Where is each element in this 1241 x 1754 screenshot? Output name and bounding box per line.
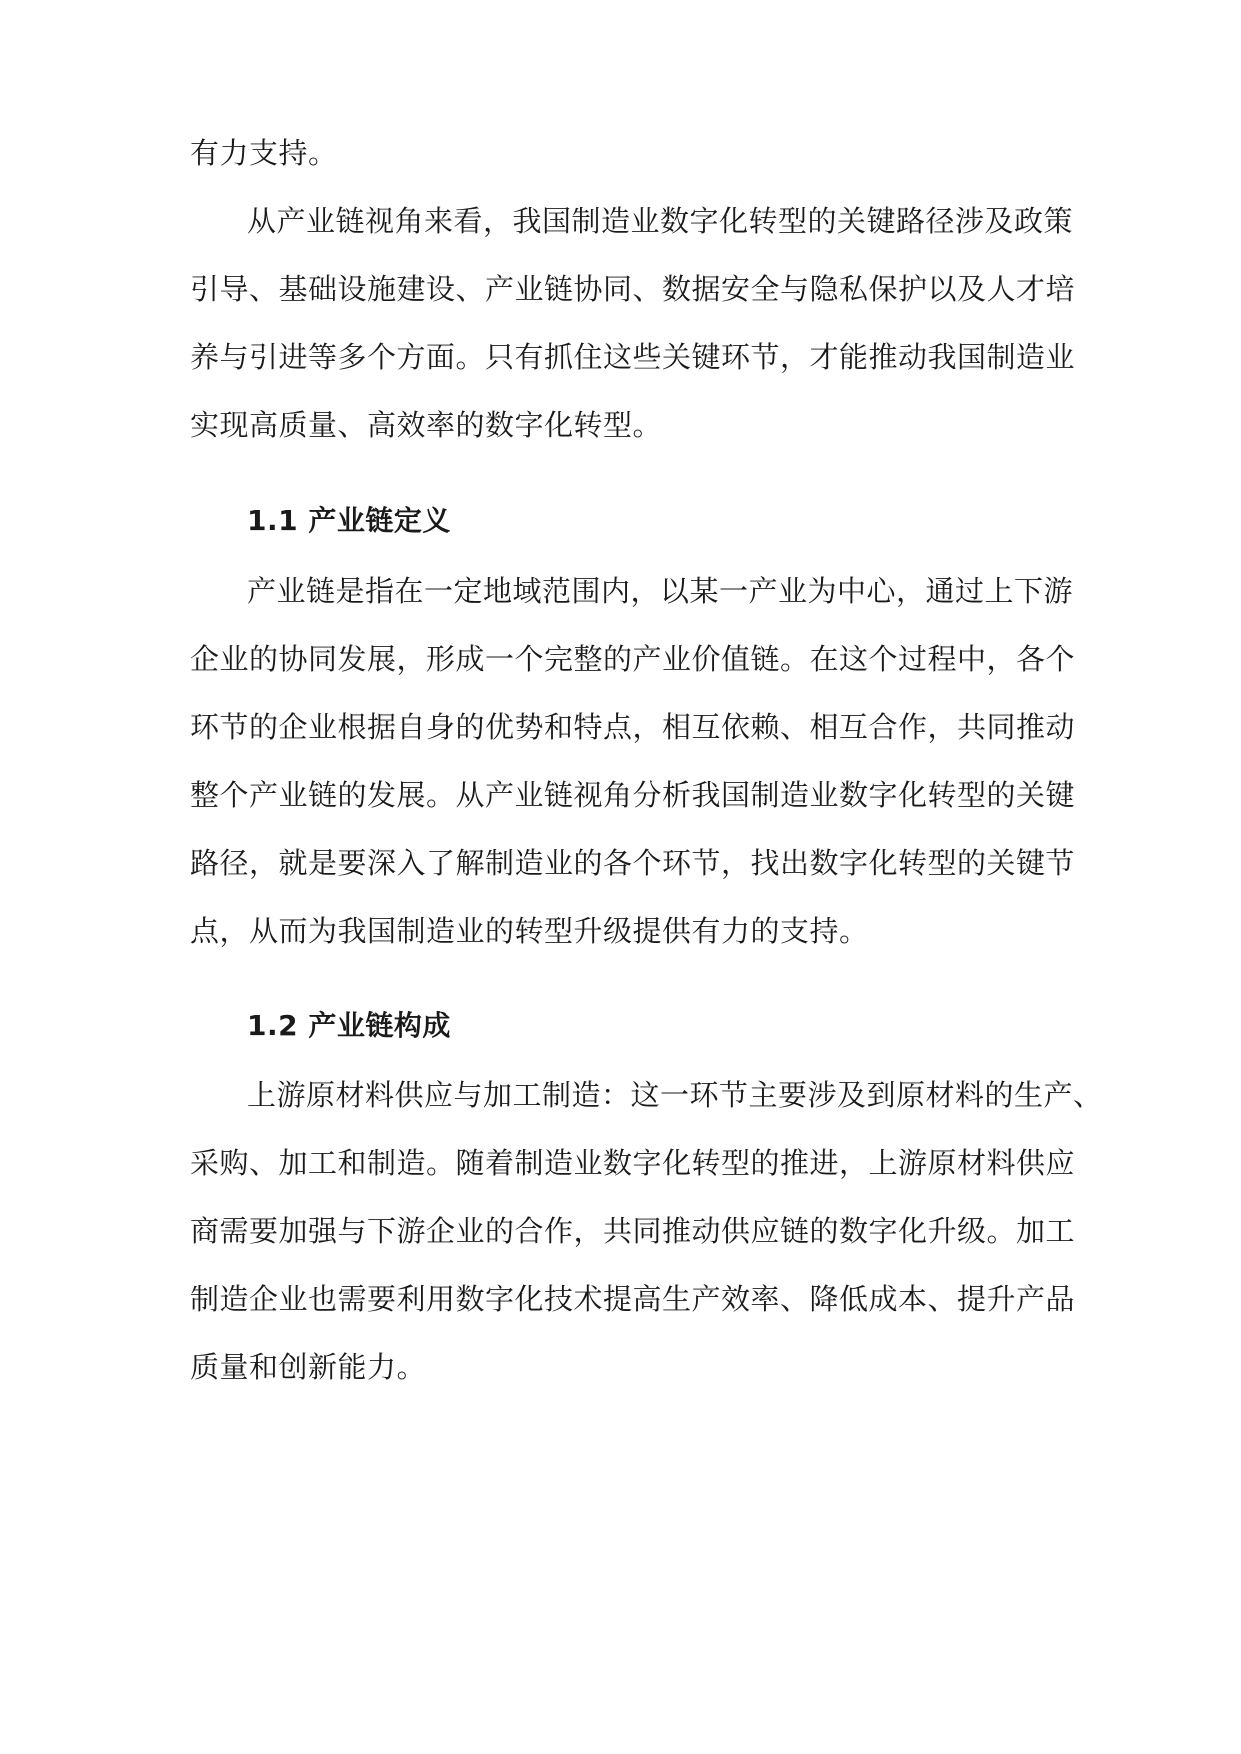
- paragraph-line: 采购、加工和制造。随着制造业数字化转型的推进，上游原材料供应: [190, 1146, 1076, 1180]
- paragraph-line: 有力支持。: [190, 136, 338, 170]
- paragraph-line: 实现高质量、高效率的数字化转型。: [190, 408, 663, 442]
- paragraph-line: 从产业链视角来看，我国制造业数字化转型的关键路径涉及政策: [247, 204, 1074, 238]
- paragraph-line: 养与引进等多个方面。只有抓住这些关键环节，才能推动我国制造业: [190, 340, 1076, 374]
- paragraph-line: 制造企业也需要利用数字化技术提高生产效率、降低成本、提升产品: [190, 1282, 1076, 1316]
- section-heading: 1.1 产业链定义: [247, 504, 451, 537]
- paragraph-line: 点，从而为我国制造业的转型升级提供有力的支持。: [190, 914, 869, 948]
- section-heading: 1.2 产业链构成: [247, 1009, 451, 1042]
- paragraph-line: 路径，就是要深入了解制造业的各个环节，找出数字化转型的关键节: [190, 846, 1076, 880]
- paragraph-line: 整个产业链的发展。从产业链视角分析我国制造业数字化转型的关键: [190, 778, 1076, 812]
- paragraph-line: 质量和创新能力。: [190, 1350, 427, 1384]
- paragraph-line: 引导、基础设施建设、产业链协同、数据安全与隐私保护以及人才培: [190, 272, 1076, 306]
- paragraph-line: 产业链是指在一定地域范围内，以某一产业为中心，通过上下游: [247, 574, 1074, 608]
- paragraph-line: 上游原材料供应与加工制造：这一环节主要涉及到原材料的生产、: [247, 1078, 1103, 1112]
- paragraph-line: 企业的协同发展，形成一个完整的产业价值链。在这个过程中，各个: [190, 642, 1076, 676]
- paragraph-line: 环节的企业根据自身的优势和特点，相互依赖、相互合作，共同推动: [190, 710, 1076, 744]
- paragraph-line: 商需要加强与下游企业的合作，共同推动供应链的数字化升级。加工: [190, 1214, 1076, 1248]
